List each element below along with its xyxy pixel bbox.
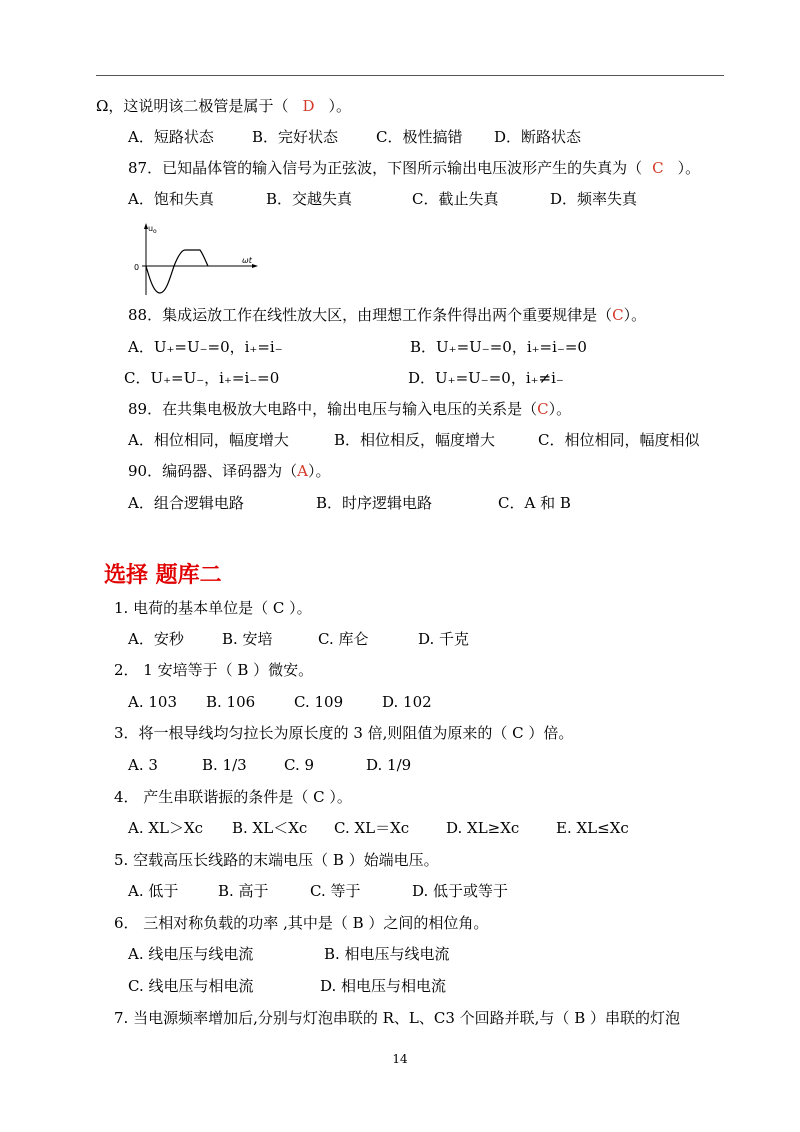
option: B. 安培 — [222, 630, 273, 648]
option: D．断路状态 — [494, 128, 582, 146]
option: B. 相电压与线电流 — [324, 945, 450, 963]
q88-stem: 88．集成运放工作在线性放大区，由理想工作条件得出两个重要规律是（C）。 — [128, 306, 647, 324]
y-axis-label: u — [148, 224, 154, 233]
option: B．交越失真 — [266, 190, 353, 208]
option: B．时序逻辑电路 — [316, 494, 433, 512]
q90-answer: A — [297, 462, 308, 480]
q3-stem: 3．将一根导线均匀拉长为原长度的 3 倍,则阻值为原来的（ C ）倍。 — [114, 724, 574, 742]
q90-stem: 90．编码器、译码器为（A）。 — [128, 462, 331, 480]
option: C. 线电压与相电流 — [128, 977, 254, 995]
option: C. 9 — [284, 756, 315, 774]
option: A. XL＞Xc — [128, 819, 204, 837]
option: C. 109 — [294, 693, 344, 711]
q1-stem: 1. 电荷的基本单位是（ C ）。 — [114, 599, 312, 617]
option: A．安秒 — [128, 630, 184, 648]
option: A．组合逻辑电路 — [128, 494, 244, 512]
header-rule — [96, 75, 724, 76]
x-axis-arrow — [252, 264, 258, 268]
option: A. 线电压与线电流 — [128, 945, 254, 963]
q4-stem: 4． 产生串联谐振的条件是（ C ）。 — [114, 788, 352, 806]
option: D．U₊=U₋=0，i₊≠i₋ — [408, 369, 564, 387]
q86-answer: D — [302, 97, 315, 115]
option: D．频率失真 — [550, 190, 638, 208]
origin-label: 0 — [134, 263, 140, 272]
q87-waveform-figure — [128, 220, 263, 300]
option: D. 102 — [382, 693, 432, 711]
option: A．相位相同，幅度增大 — [128, 431, 289, 449]
q87-stem: 87．已知晶体管的输入信号为正弦波，下图所示输出电压波形产生的失真为（ C ）。 — [128, 159, 701, 177]
option: C．截止失真 — [412, 190, 499, 208]
option: B. 高于 — [218, 882, 269, 900]
option: C．U₊=U₋，i₊=i₋=0 — [124, 369, 280, 387]
option: D. 1/9 — [366, 756, 412, 774]
option: C. XL＝Xc — [334, 819, 410, 837]
q6-stem: 6． 三相对称负载的功率 ,其中是（ B ）之间的相位角。 — [114, 914, 489, 932]
q89-stem: 89．在共集电极放大电路中，输出电压与输入电压的关系是（C）。 — [128, 400, 572, 418]
q5-stem: 5. 空载高压长线路的末端电压（ B ）始端电压。 — [114, 851, 439, 869]
option: B. 1/3 — [202, 756, 247, 774]
y-axis-sub: o — [153, 228, 157, 235]
q7-stem: 7. 当电源频率增加后,分别与灯泡串联的 R、L、C3 个回路并联,与（ B ）串联的灯泡 — [114, 1009, 680, 1027]
option: D. XL≥Xc — [446, 819, 520, 837]
q86-stem: Ω，这说明该二极管是属于（ D ）。 — [96, 97, 351, 115]
option: B．U₊=U₋=0，i₊=i₋=0 — [410, 338, 587, 356]
option: D. 千克 — [418, 630, 470, 648]
clipped-waveform — [146, 250, 208, 293]
option: B．相位相反，幅度增大 — [334, 431, 496, 449]
option: D. 相电压与相电流 — [320, 977, 447, 995]
x-axis-label: ωt — [242, 256, 252, 265]
q2-stem: 2． 1 安培等于（ B ）微安。 — [114, 661, 314, 679]
q88-answer: C — [612, 306, 624, 324]
option: A. 低于 — [128, 882, 179, 900]
option: C. 等于 — [310, 882, 361, 900]
option: E. XL≤Xc — [556, 819, 629, 837]
option: A．U₊=U₋=0，i₊=i₋ — [128, 338, 283, 356]
option: A. 103 — [128, 693, 177, 711]
option: A．短路状态 — [128, 128, 214, 146]
option: D. 低于或等于 — [412, 882, 509, 900]
section-heading: 选择 题库二 — [104, 563, 222, 588]
option: A. 3 — [128, 756, 158, 774]
q87-answer: C — [652, 159, 664, 177]
option: C．极性搞错 — [376, 128, 463, 146]
page-number: 14 — [392, 1052, 408, 1066]
option: B．完好状态 — [252, 128, 339, 146]
option: A．饱和失真 — [128, 190, 214, 208]
q89-answer: C — [537, 400, 549, 418]
option: B. XL＜Xc — [232, 819, 308, 837]
option: C．相位相同，幅度相似 — [538, 431, 700, 449]
option: C. 库仑 — [318, 630, 369, 648]
option: C．A 和 B — [498, 494, 571, 512]
option: B. 106 — [206, 693, 256, 711]
